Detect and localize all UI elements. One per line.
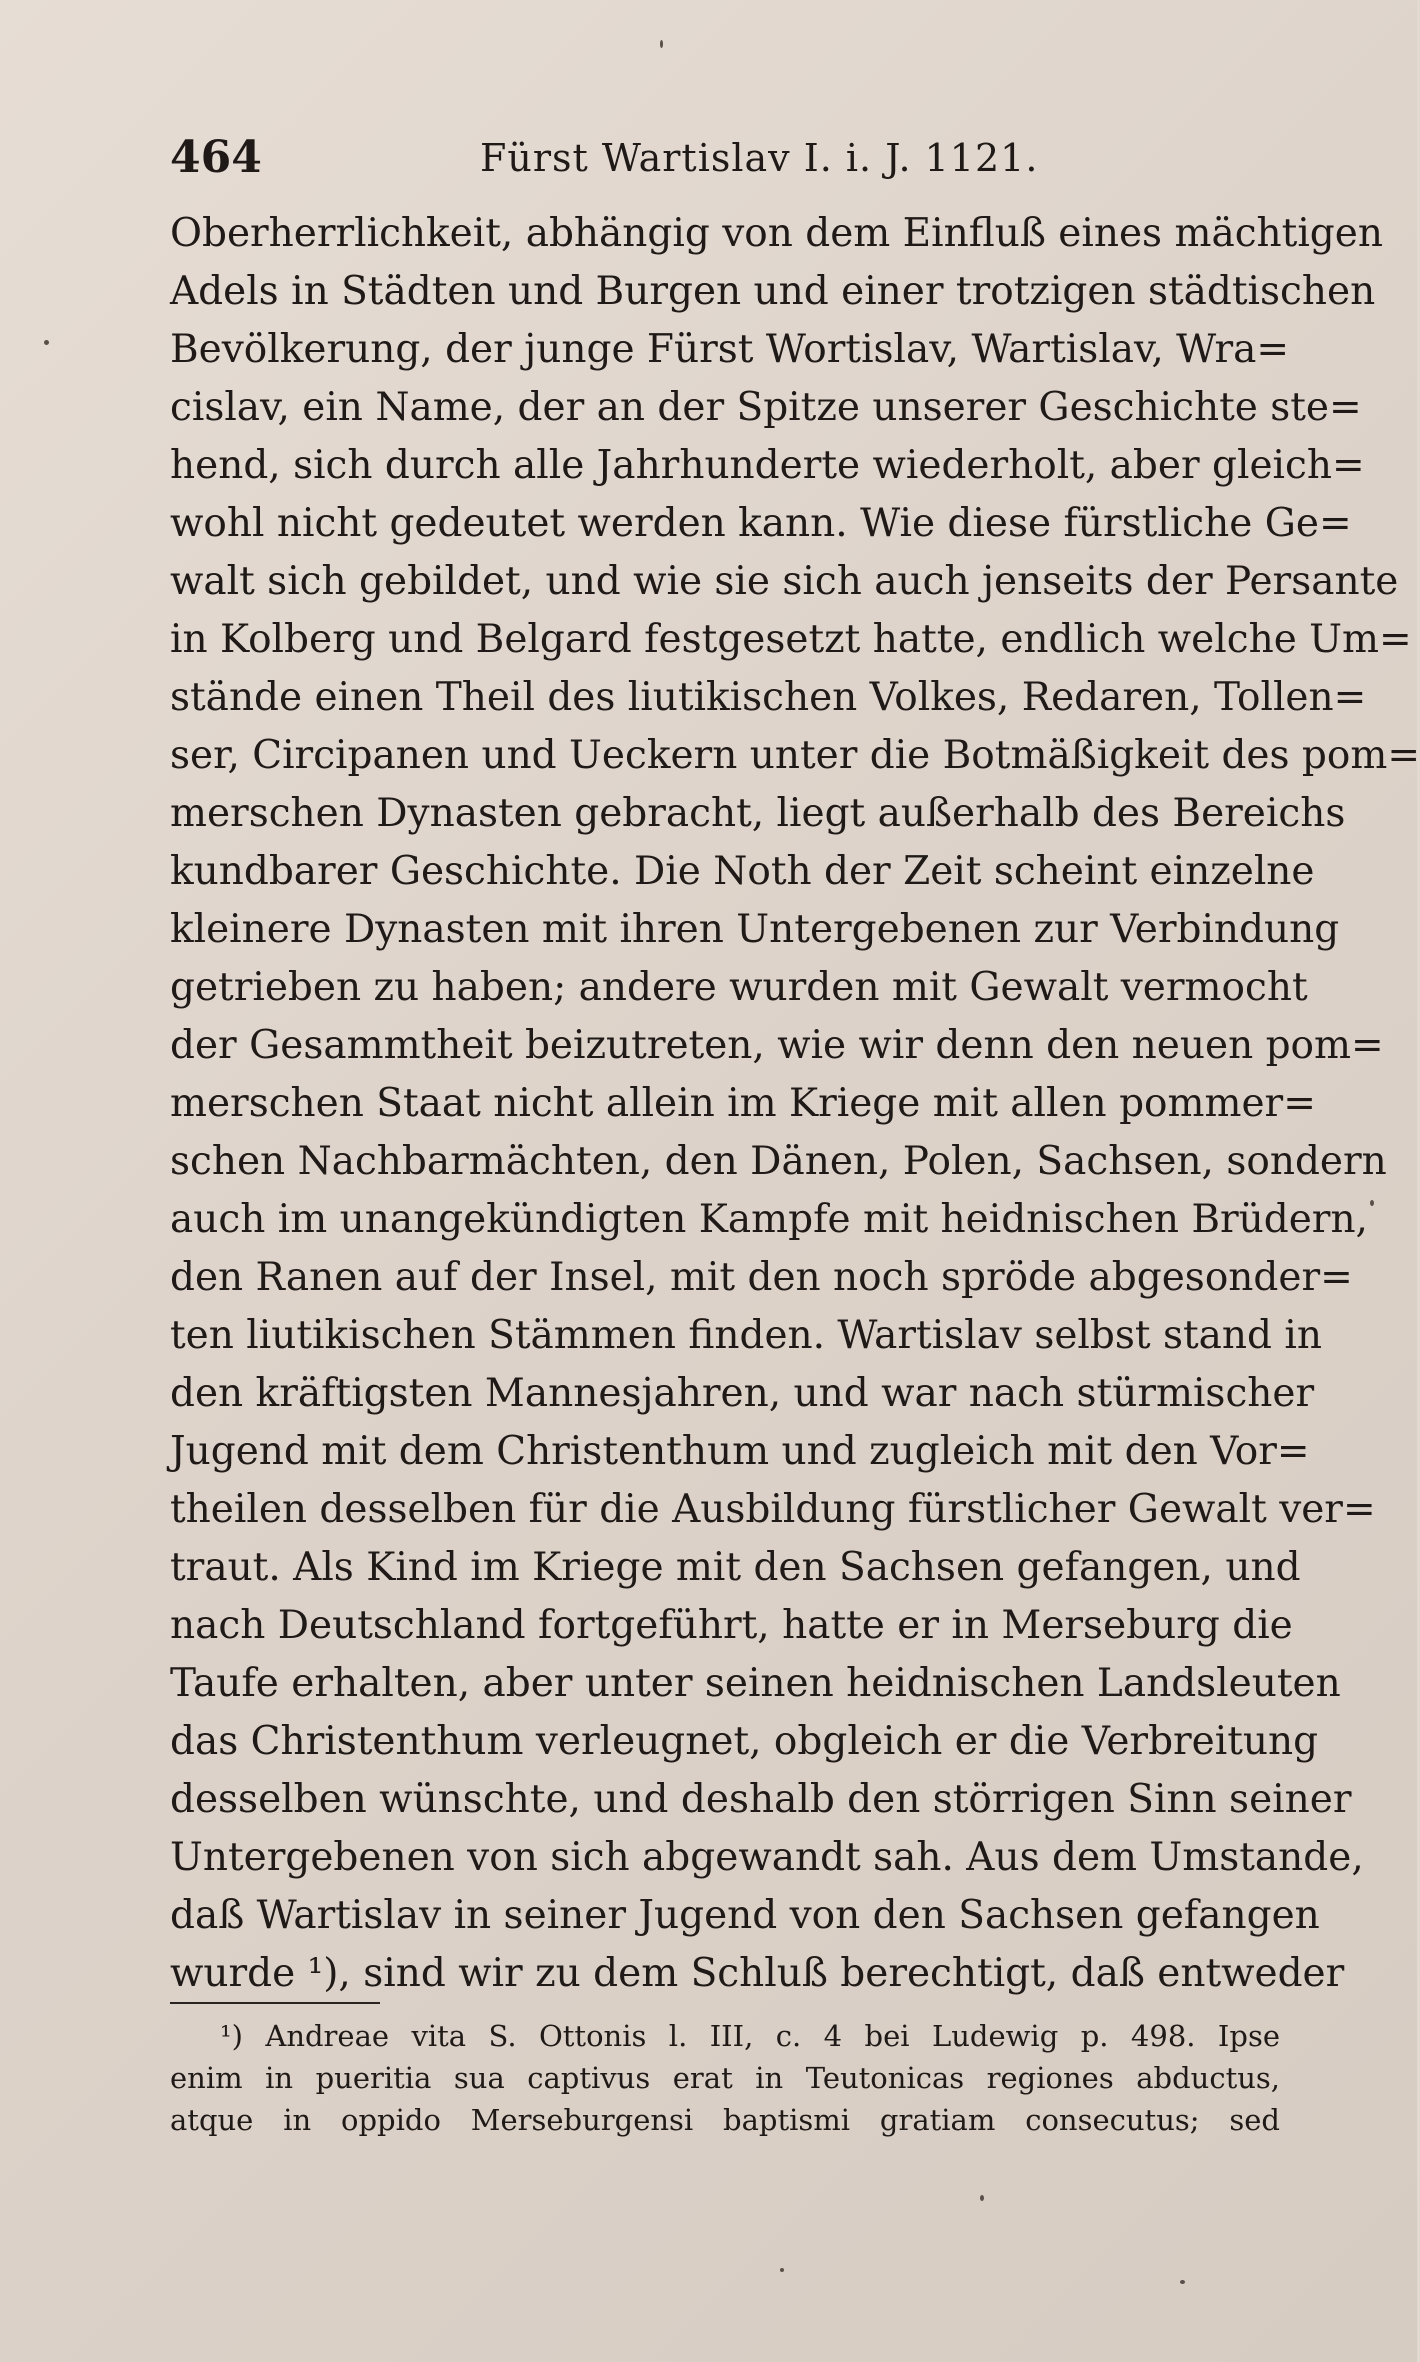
text-line: den kräftigsten Mannesjahren, und war nach stürmischer: [170, 1371, 1315, 1416]
text-line: traut. Als Kind im Kriege mit den Sachsen gefangen, und: [170, 1545, 1301, 1590]
paper-speck: [1180, 2280, 1185, 2284]
text-line: stände einen Theil des liutikischen Volkes, Redaren, Tollen=: [170, 675, 1367, 720]
page-header: [170, 128, 1280, 188]
text-line: ser, Circipanen und Ueckern unter die Botmäßigkeit des pom=: [170, 733, 1420, 778]
text-line: Taufe erhalten, aber unter seinen heidnischen Landsleuten: [170, 1661, 1341, 1706]
text-line: getrieben zu haben; andere wurden mit Gewalt vermocht: [170, 965, 1308, 1010]
text-line: auch im unangekündigten Kampfe mit heidnischen Brüdern,: [170, 1197, 1368, 1242]
text-line: daß Wartislav in seiner Jugend von den Sachsen gefangen: [170, 1893, 1320, 1938]
paper-speck: [980, 2195, 984, 2201]
footnote-line: enim in pueritia sua captivus erat in Teutonicas regiones abductus,: [170, 2061, 1280, 2095]
footnote-line: ¹) Andreae vita S. Ottonis l. III, c. 4 bei Ludewig p. 498. Ipse: [220, 2019, 1280, 2053]
paper-speck: [44, 340, 49, 345]
paper-speck: [780, 2268, 784, 2272]
text-line: hend, sich durch alle Jahrhunderte wiederholt, aber gleich=: [170, 443, 1365, 488]
text-line: Adels in Städten und Burgen und einer trotzigen städtischen: [170, 269, 1376, 314]
body-text: [170, 205, 1420, 2003]
text-line: cislav, ein Name, der an der Spitze unserer Geschichte ste=: [170, 385, 1362, 430]
text-line: der Gesammtheit beizutreten, wie wir denn den neuen pom=: [170, 1023, 1384, 1068]
paper-speck: [1370, 1200, 1374, 1206]
text-line: nach Deutschland fortgeführt, hatte er in Merseburg die: [170, 1603, 1293, 1648]
text-line: walt sich gebildet, und wie sie sich auch jenseits der Persante: [170, 559, 1399, 604]
text-line: theilen desselben für die Ausbildung fürstlicher Gewalt ver=: [170, 1487, 1376, 1532]
paper-speck: [660, 40, 663, 48]
footnote: [170, 2015, 1280, 2141]
text-line: Jugend mit dem Christenthum und zugleich mit den Vor=: [170, 1429, 1310, 1474]
text-line: in Kolberg und Belgard festgesetzt hatte, endlich welche Um=: [170, 617, 1412, 662]
text-line: den Ranen auf der Insel, mit den noch spröde abgesonder=: [170, 1255, 1353, 1300]
text-line: kundbarer Geschichte. Die Noth der Zeit scheint einzelne: [170, 849, 1315, 894]
text-line: wurde ¹), sind wir zu dem Schluß berechtigt, daß entweder: [170, 1951, 1345, 1996]
text-line: Oberherrlichkeit, abhängig von dem Einfluß eines mächtigen: [170, 211, 1383, 256]
text-line: Bevölkerung, der junge Fürst Wortislav, Wartislav, Wra=: [170, 327, 1290, 372]
page-number: 464: [170, 132, 262, 183]
footnote-rule: [170, 2002, 380, 2004]
text-line: desselben wünschte, und deshalb den störrigen Sinn seiner: [170, 1777, 1352, 1822]
text-line: kleinere Dynasten mit ihren Untergebenen zur Verbindung: [170, 907, 1340, 952]
text-line: ten liutikischen Stämmen finden. Wartislav selbst stand in: [170, 1313, 1322, 1358]
text-line: schen Nachbarmächten, den Dänen, Polen, Sachsen, sondern: [170, 1139, 1387, 1184]
text-line: wohl nicht gedeutet werden kann. Wie diese fürstliche Ge=: [170, 501, 1352, 546]
text-line: das Christenthum verleugnet, obgleich er die Verbreitung: [170, 1719, 1319, 1764]
text-line: merschen Staat nicht allein im Kriege mit allen pommer=: [170, 1081, 1316, 1126]
text-line: Untergebenen von sich abgewandt sah. Aus dem Umstande,: [170, 1835, 1364, 1880]
running-head: Fürst Wartislav I. i. J. 1121.: [480, 136, 1039, 180]
text-line: merschen Dynasten gebracht, liegt außerhalb des Bereichs: [170, 791, 1346, 836]
footnote-line: atque in oppido Merseburgensi baptismi gratiam consecutus; sed: [170, 2103, 1280, 2137]
